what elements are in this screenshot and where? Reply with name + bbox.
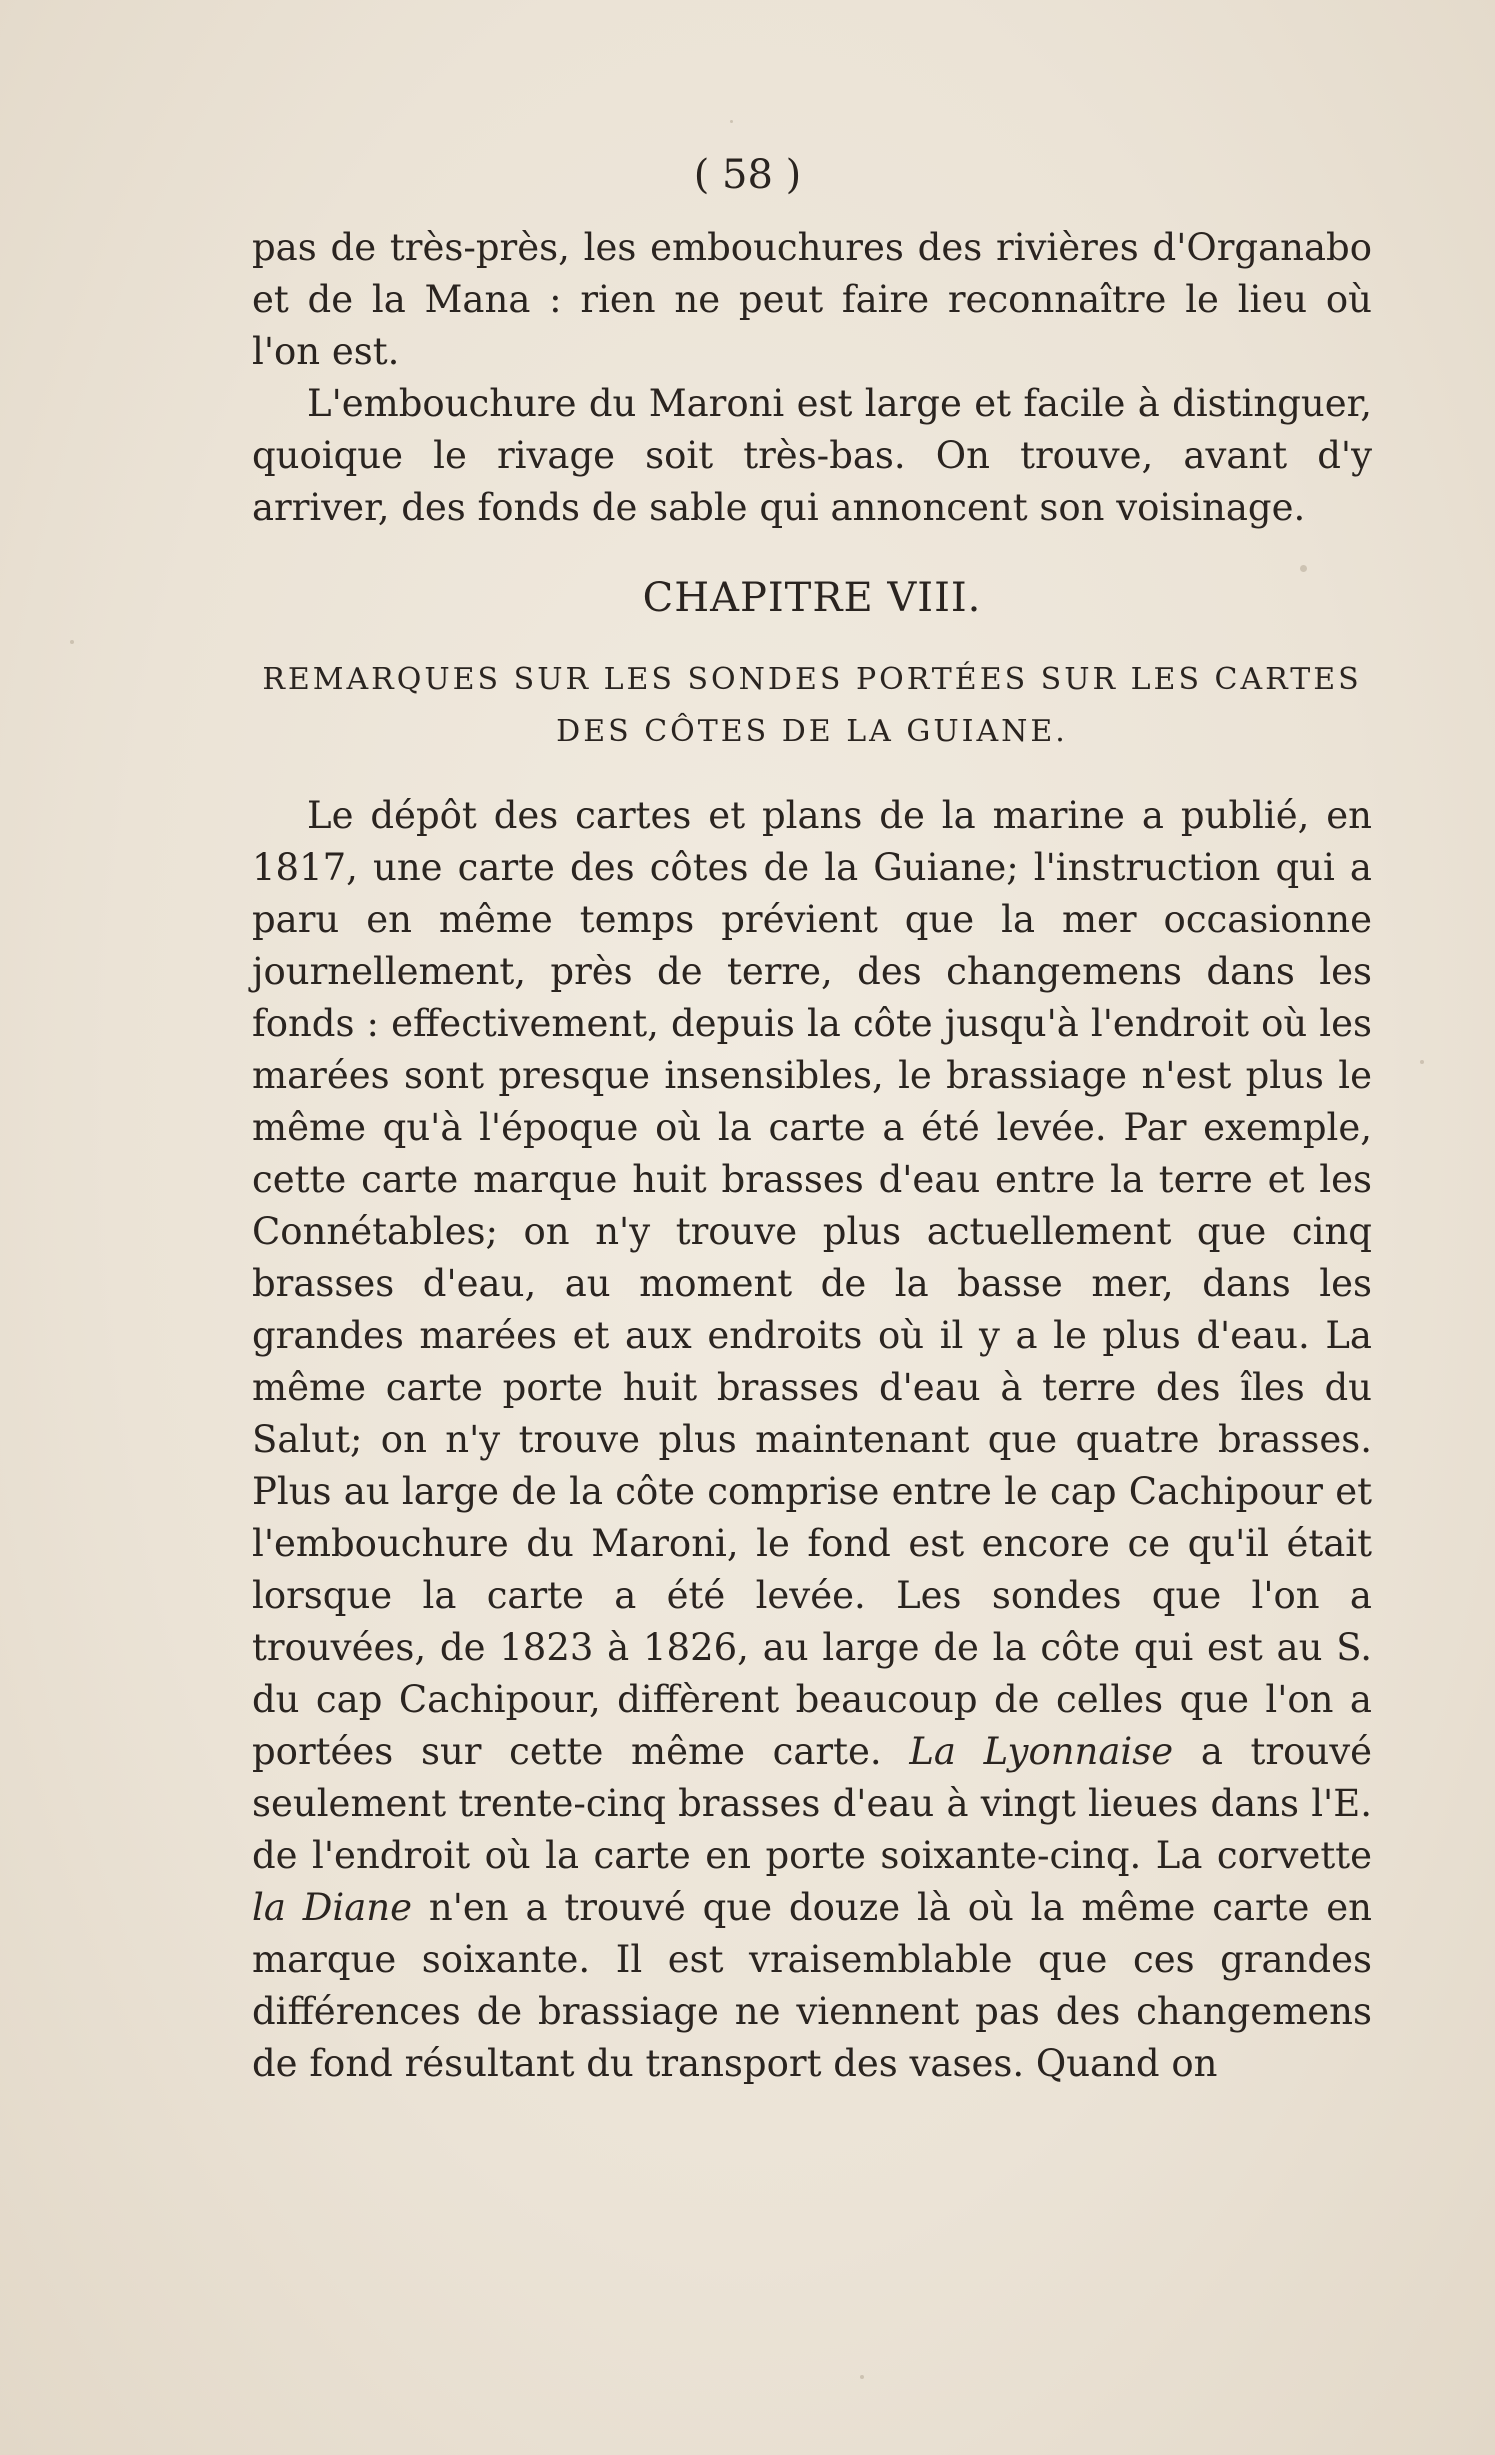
paper-speck xyxy=(730,120,733,123)
intro-section xyxy=(252,222,1372,378)
body-text: Le dépôt des cartes et plans de la marine a publié, en 1817, une carte des côtes de la Guiane; l'instruction qui a paru en même temps prévient que la mer occasionne journellement, près de terre, des changemens dans les fonds : effectivement, depuis la côte jusqu'à l'endroit où les marées sont presque insensibles, le brassiage n'est plus le même qu'à l'époque où la carte a été levée. Par exemple, cette carte marque huit brasses d'eau entre la terre et les Connétables; on n'y trouve plus actuellement que cinq brasses d'eau, au moment de la basse mer, dans les grandes marées et aux endroits où il y a le plus d'eau. La même carte porte huit brasses d'eau à terre des îles du Salut; on n'y trouve plus maintenant que quatre brasses. Plus au large de la côte comprise entre le cap Cachipour et l'embouchure du Maroni, le fond est encore ce qu'il était lorsque la carte a été levée. Les sondes que l'on a trouvées, de 1823 à 1826, au large de la côte qui est au S. du cap Cachipour, diffèrent beaucoup de celles que l'on a portées sur cette même carte. xyxy=(252,794,1372,1773)
chapter-subtitle-line: DES CÔTES DE LA GUIANE. xyxy=(556,714,1068,749)
maroni-section xyxy=(252,378,1372,534)
paper-speck xyxy=(1300,565,1307,572)
chapter-heading xyxy=(252,575,1372,621)
body-text: n'en a trouvé que douze là où la même carte en marque soixante. Il est vraisemblable que ces grandes différences de brassiage ne viennent pas des changemens de fond résultant du transport des vases. Quand on xyxy=(252,1886,1373,2085)
body-text: a trouvé seulement trente-cinq brasses d'eau à vingt lieues dans l'E. de l'endroit où la carte en porte soixante-cinq. La corvette xyxy=(252,1730,1373,1877)
maroni-paragraph: L'embouchure du Maroni est large et facile à distinguer, quoique le rivage soit très-bas. On trouve, avant d'y arriver, des fonds de sable qui annoncent son voisinage. xyxy=(252,382,1372,529)
ship-name-lyonnaise: La Lyonnaise xyxy=(909,1730,1174,1773)
intro-line: et de la Mana : rien ne peut faire reconnaître le lieu où xyxy=(252,278,1372,321)
page-number: ( 58 ) xyxy=(693,152,802,198)
paper-speck xyxy=(70,640,74,644)
paper-speck xyxy=(1420,1060,1424,1064)
intro-line: pas de très-près, les embouchures des rivières d'Organabo xyxy=(252,226,1372,269)
ship-name-diane: la Diane xyxy=(252,1886,413,1929)
body-section xyxy=(252,790,1372,2090)
paper-speck xyxy=(860,2375,864,2379)
chapter-subtitle-line: REMARQUES SUR LES SONDES PORTÉES SUR LES CARTES xyxy=(262,662,1362,697)
chapter-subheading xyxy=(252,654,1372,758)
chapter-title: CHAPITRE VIII. xyxy=(642,575,982,621)
intro-line: l'on est. xyxy=(252,330,400,373)
body-paragraph xyxy=(252,790,1372,2090)
